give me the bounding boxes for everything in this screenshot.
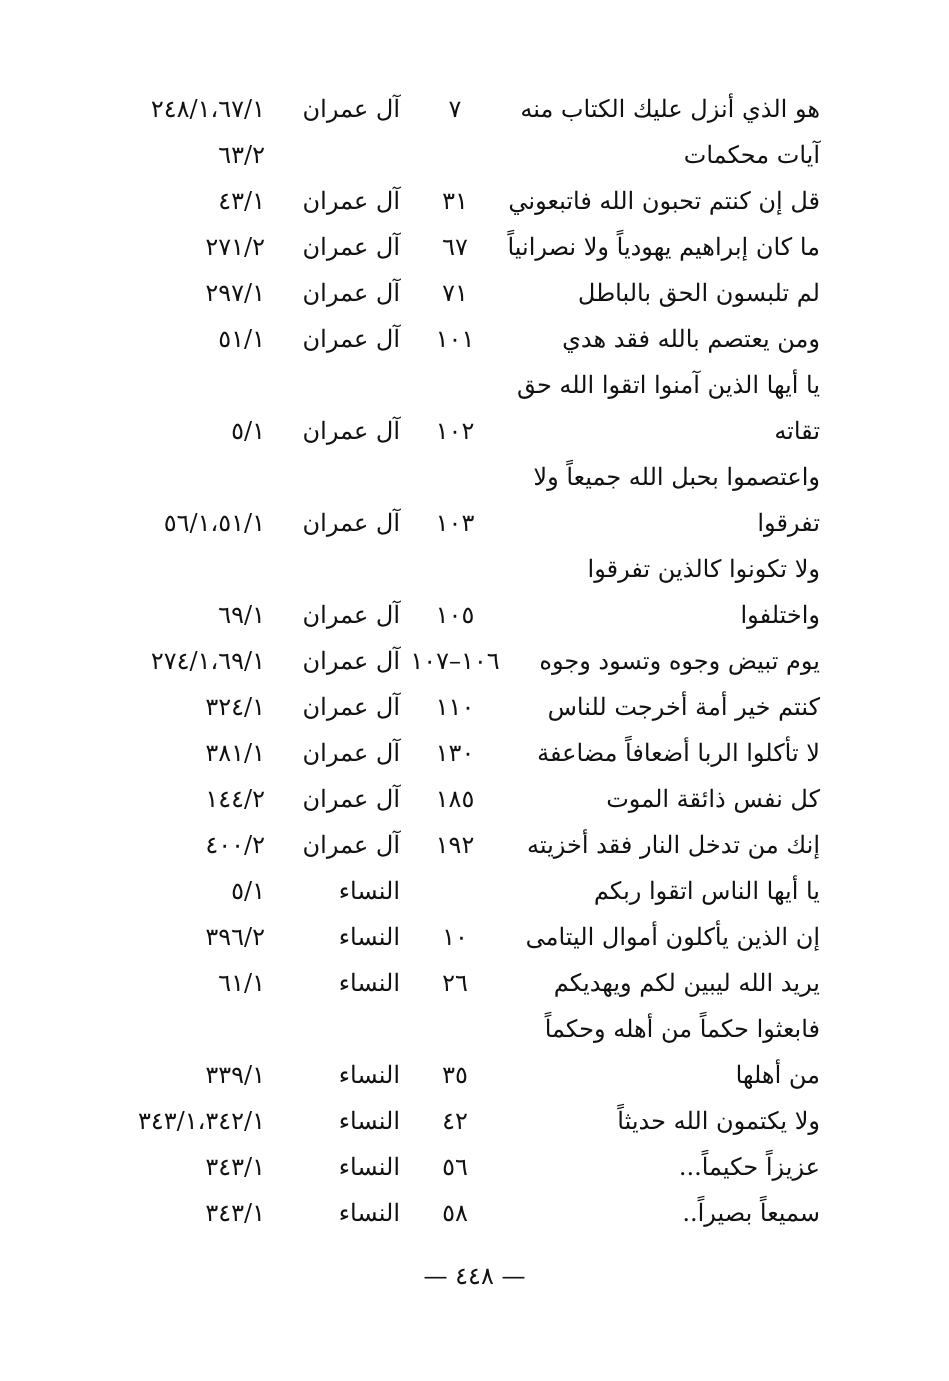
index-row: [110, 868, 830, 914]
verse-number: ٥٦: [442, 1153, 468, 1181]
verse-number: ١٠٦–١٠٧: [410, 647, 500, 675]
index-row: [110, 822, 830, 868]
surah-name: آل عمران: [302, 279, 400, 307]
verse-text: تفرقوا: [757, 509, 820, 537]
verse-text: ولا تكونوا كالذين تفرقوا: [587, 555, 820, 583]
index-row: [110, 1006, 830, 1052]
page-reference: ٢٩٧/١: [205, 279, 265, 307]
verse-number: ١٠١: [435, 325, 475, 353]
page-reference: ٥/١: [231, 877, 265, 905]
index-row: [110, 224, 830, 270]
page-reference: ٦٣/٢: [218, 141, 265, 169]
surah-name: النساء: [338, 1061, 400, 1089]
surah-name: آل عمران: [302, 509, 400, 537]
verse-text: عزيزاً حكيماً...: [678, 1153, 820, 1181]
page-reference: ٣٨١/١: [205, 739, 265, 767]
page-reference: ٥١/١: [218, 325, 265, 353]
verse-number: ٤٢: [442, 1107, 468, 1135]
page-reference: ٣٤٣/١: [205, 1199, 265, 1227]
verse-index-table: [110, 86, 830, 1236]
verse-text: ومن يعتصم بالله فقد هدي: [562, 325, 820, 353]
verse-text: فابعثوا حكماً من أهله وحكماً: [544, 1015, 820, 1043]
index-row: [110, 546, 830, 592]
index-row: [110, 86, 830, 132]
surah-name: آل عمران: [302, 601, 400, 629]
surah-name: آل عمران: [302, 647, 400, 675]
index-row: [110, 1190, 830, 1236]
verse-text: يا أيها الذين آمنوا اتقوا الله حق: [516, 371, 820, 399]
verse-text: إن الذين يأكلون أموال اليتامى: [525, 923, 820, 951]
verse-number: ٣٥: [442, 1061, 468, 1089]
page-reference: ٦٩/١: [218, 601, 265, 629]
surah-name: آل عمران: [302, 95, 400, 123]
index-row: [110, 730, 830, 776]
index-row: [110, 638, 830, 684]
page-reference: ٤٠٠/٢: [205, 831, 265, 859]
page-reference: ٥٦/١،٥١/١: [163, 509, 265, 537]
page-reference: ٥/١: [231, 417, 265, 445]
index-row: [110, 270, 830, 316]
surah-name: آل عمران: [302, 831, 400, 859]
surah-name: آل عمران: [302, 325, 400, 353]
verse-text: قل إن كنتم تحبون الله فاتبعوني: [508, 187, 820, 215]
index-row: [110, 914, 830, 960]
surah-name: النساء: [338, 877, 400, 905]
surah-name: النساء: [338, 969, 400, 997]
verse-number: ٧: [448, 95, 462, 123]
index-row: [110, 1098, 830, 1144]
verse-number: ٥٨: [442, 1199, 468, 1227]
surah-name: آل عمران: [302, 785, 400, 813]
index-row: [110, 408, 830, 454]
index-row: [110, 178, 830, 224]
verse-number: ١٨٥: [435, 785, 475, 813]
page-reference: ٣٩٦/٢: [205, 923, 265, 951]
index-row: [110, 500, 830, 546]
page-reference: ١٤٤/٢: [205, 785, 265, 813]
page-reference: ٤٣/١: [218, 187, 265, 215]
verse-text: هو الذي أنزل عليك الكتاب منه: [520, 95, 820, 123]
page-reference: ٦١/١: [218, 969, 265, 997]
surah-name: آل عمران: [302, 693, 400, 721]
surah-name: آل عمران: [302, 187, 400, 215]
surah-name: آل عمران: [302, 233, 400, 261]
verse-number: ١٠٢: [435, 417, 475, 445]
page-reference: ٣٤٣/١: [205, 1153, 265, 1181]
index-row: [110, 454, 830, 500]
verse-number: ٢٦: [442, 969, 468, 997]
verse-text: يوم تبيض وجوه وتسود وجوه: [539, 647, 820, 675]
page-number: — ٤٤٨ —: [423, 1262, 526, 1290]
verse-text: كنتم خير أمة أخرجت للناس: [547, 693, 820, 721]
verse-text: سميعاً بصيراً..: [682, 1199, 820, 1227]
verse-number: ١١٠: [435, 693, 475, 721]
surah-name: آل عمران: [302, 739, 400, 767]
index-row: [110, 960, 830, 1006]
surah-name: النساء: [338, 1107, 400, 1135]
verse-text: من أهلها: [735, 1061, 820, 1089]
page-reference: ٣٢٤/١: [205, 693, 265, 721]
page-reference: ٢٤٨/١،٦٧/١: [150, 95, 265, 123]
index-row: [110, 1052, 830, 1098]
verse-text: تقاته: [774, 417, 820, 445]
verse-number: ١٣٠: [435, 739, 475, 767]
verse-number: ٧١: [442, 279, 468, 307]
index-row: [110, 1144, 830, 1190]
index-row: [110, 592, 830, 638]
verse-number: ٦٧: [442, 233, 468, 261]
verse-text: ولا يكتمون الله حديثاً: [617, 1107, 820, 1135]
verse-text: واختلفوا: [740, 601, 820, 629]
surah-name: آل عمران: [302, 417, 400, 445]
verse-text: كل نفس ذائقة الموت: [606, 785, 820, 813]
index-row: [110, 776, 830, 822]
index-row: [110, 362, 830, 408]
verse-number: ١٩٢: [435, 831, 475, 859]
verse-number: ١٠: [442, 923, 468, 951]
verse-number: ١٠٥: [435, 601, 475, 629]
verse-text: ما كان إبراهيم يهودياً ولا نصرانياً: [507, 233, 820, 261]
page-reference: ٢٧٤/١،٦٩/١: [150, 647, 265, 675]
page-reference: ٢٧١/٢: [205, 233, 265, 261]
surah-name: النساء: [338, 1199, 400, 1227]
verse-number: ٣١: [442, 187, 468, 215]
verse-text: إنك من تدخل النار فقد أخزيته: [526, 831, 820, 859]
verse-text: لم تلبسون الحق بالباطل: [577, 279, 820, 307]
surah-name: النساء: [338, 1153, 400, 1181]
index-row: [110, 132, 830, 178]
page-reference: ٣٣٩/١: [205, 1061, 265, 1089]
verse-text: لا تأكلوا الربا أضعافاً مضاعفة: [537, 739, 820, 767]
verse-text: يريد الله ليبين لكم ويهديكم: [553, 969, 820, 997]
surah-name: النساء: [338, 923, 400, 951]
verse-text: يا أيها الناس اتقوا ربكم: [593, 877, 820, 905]
page-reference: ٣٤٣/١،٣٤٢/١: [137, 1107, 265, 1135]
index-row: [110, 316, 830, 362]
verse-text: واعتصموا بحبل الله جميعاً ولا: [533, 463, 820, 491]
index-row: [110, 684, 830, 730]
verse-text: آيات محكمات: [683, 141, 820, 169]
verse-number: ١٠٣: [435, 509, 475, 537]
